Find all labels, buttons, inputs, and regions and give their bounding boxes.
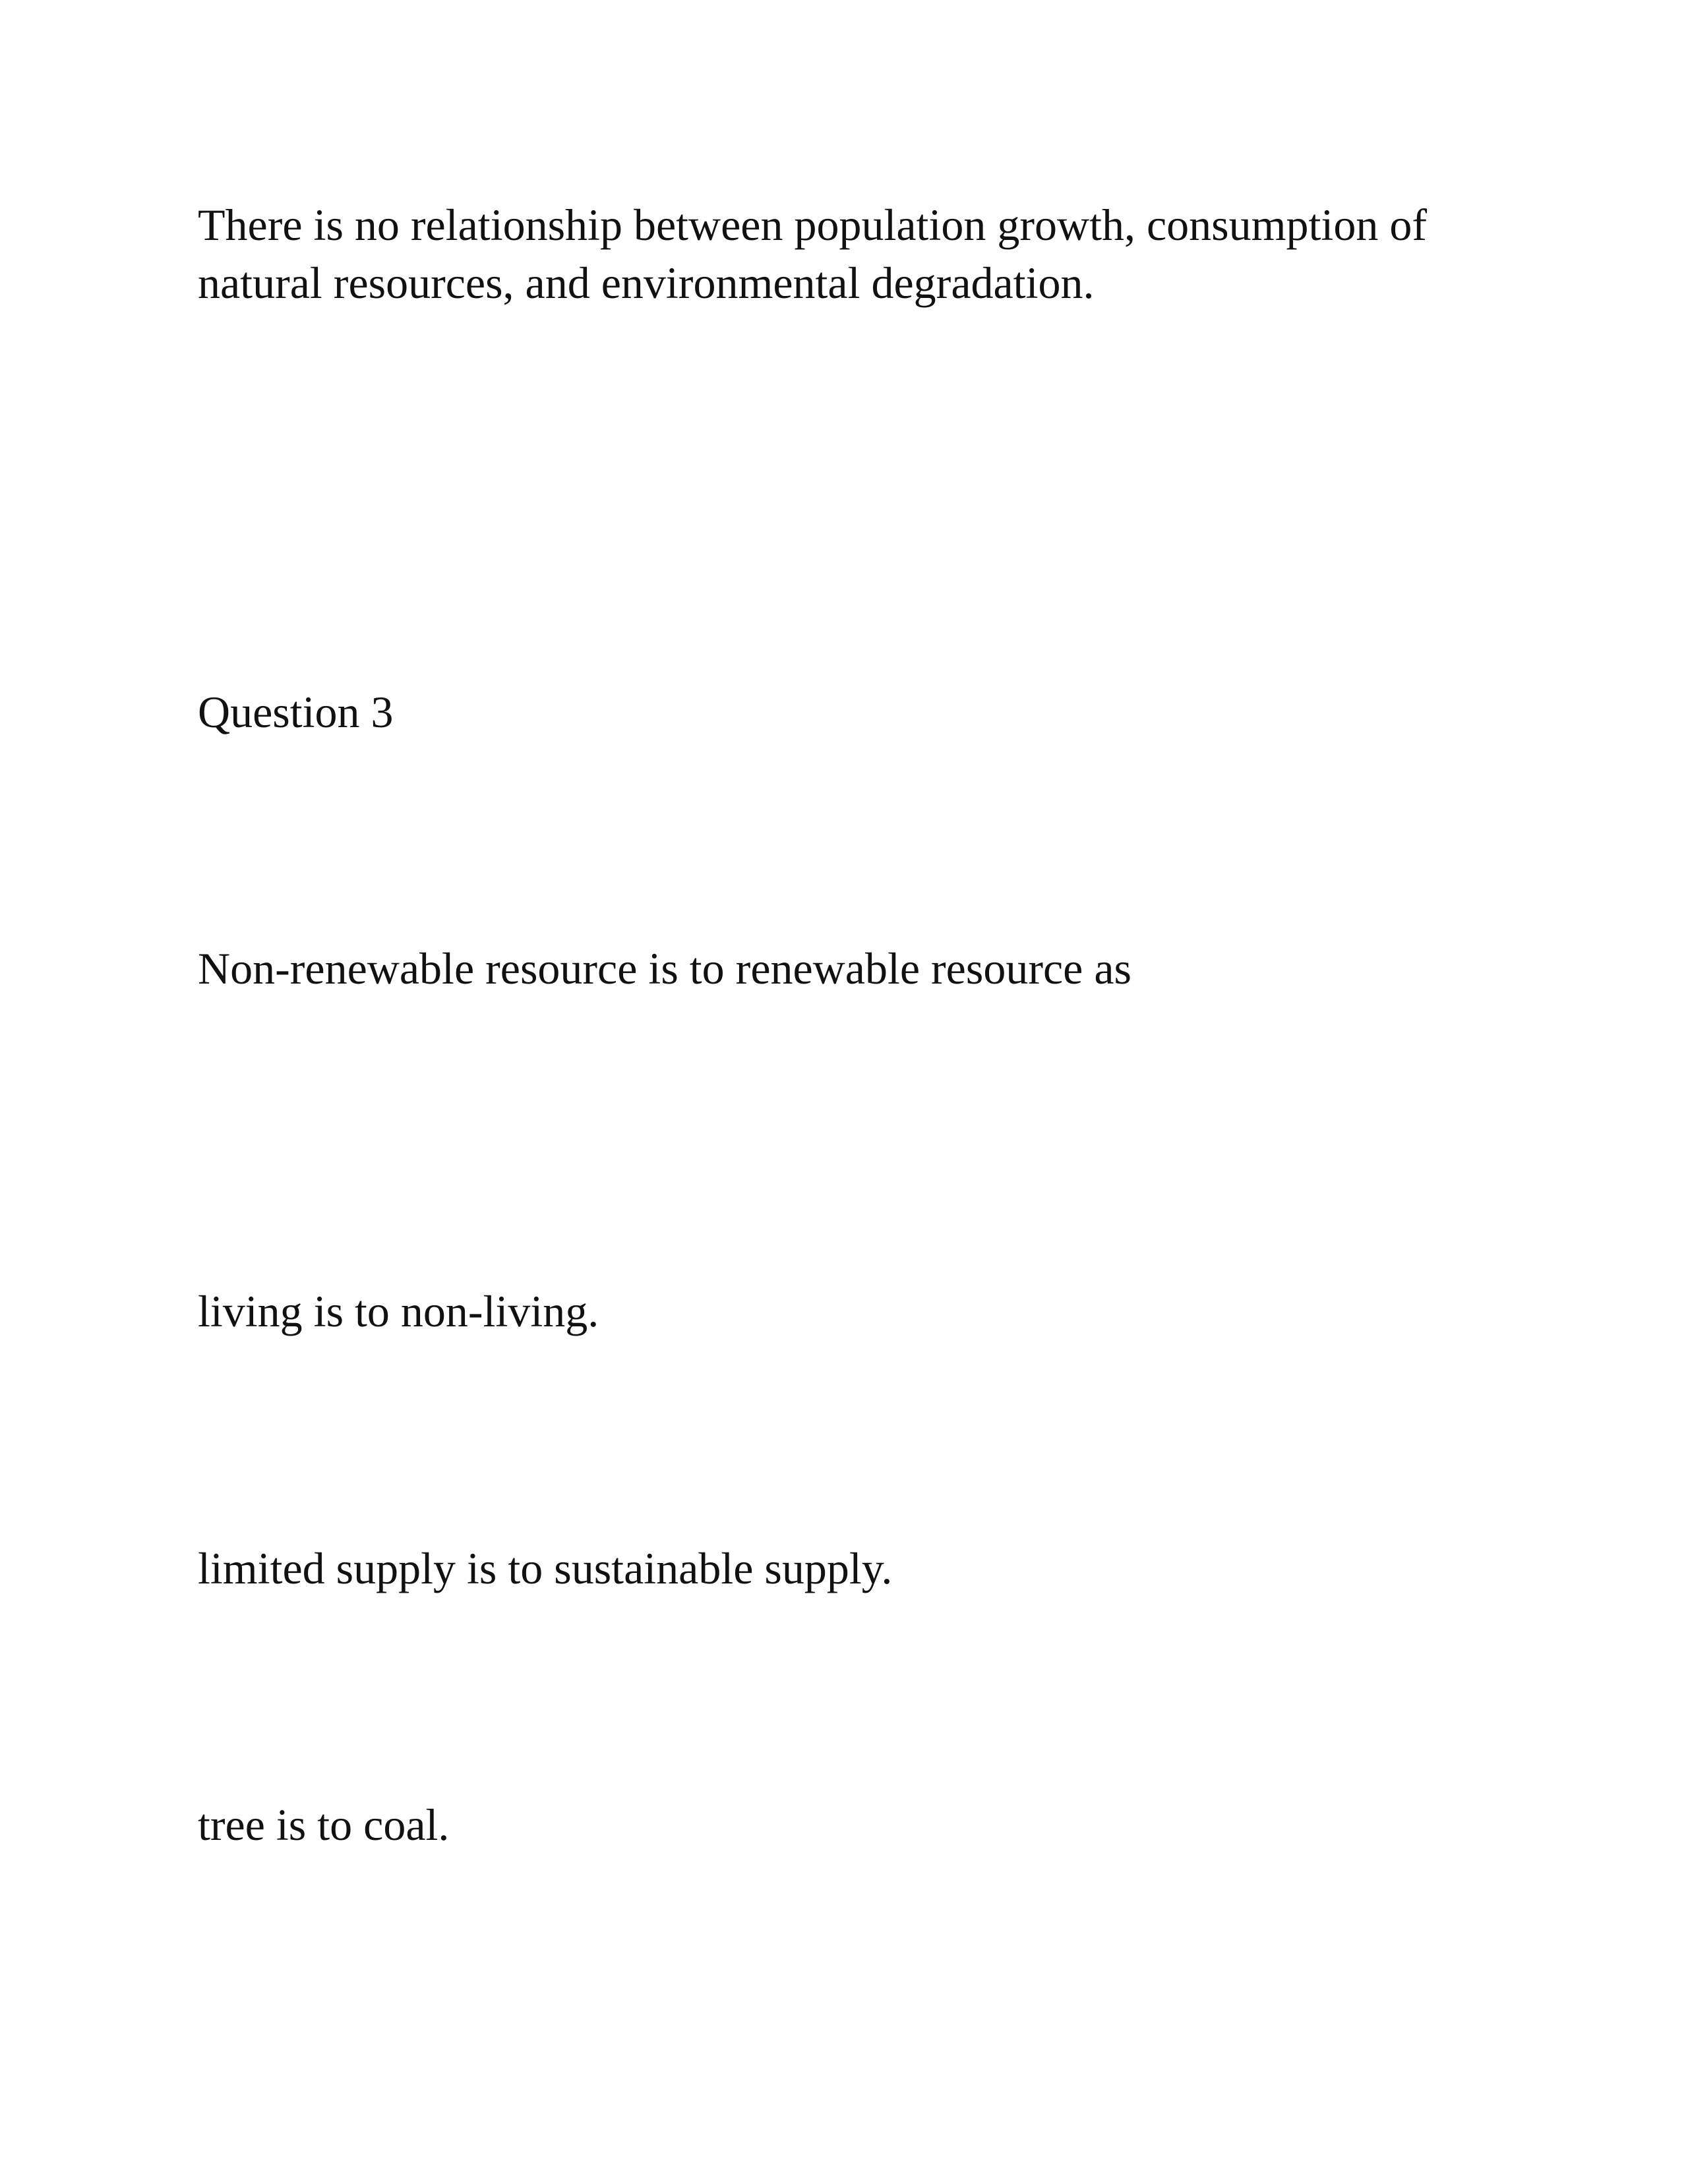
answer-option-3: tree is to coal. — [198, 1800, 450, 1850]
question-stem: Non-renewable resource is to renewable resource as — [198, 943, 1131, 993]
answer-option-2: limited supply is to sustainable supply. — [198, 1543, 893, 1593]
answer-option-1: living is to non-living. — [198, 1286, 599, 1336]
true-false-statement: There is no relationship between population growth, consumption of natural resources, and environmental degradation. — [198, 200, 1427, 308]
question-heading: Question 3 — [198, 687, 394, 737]
